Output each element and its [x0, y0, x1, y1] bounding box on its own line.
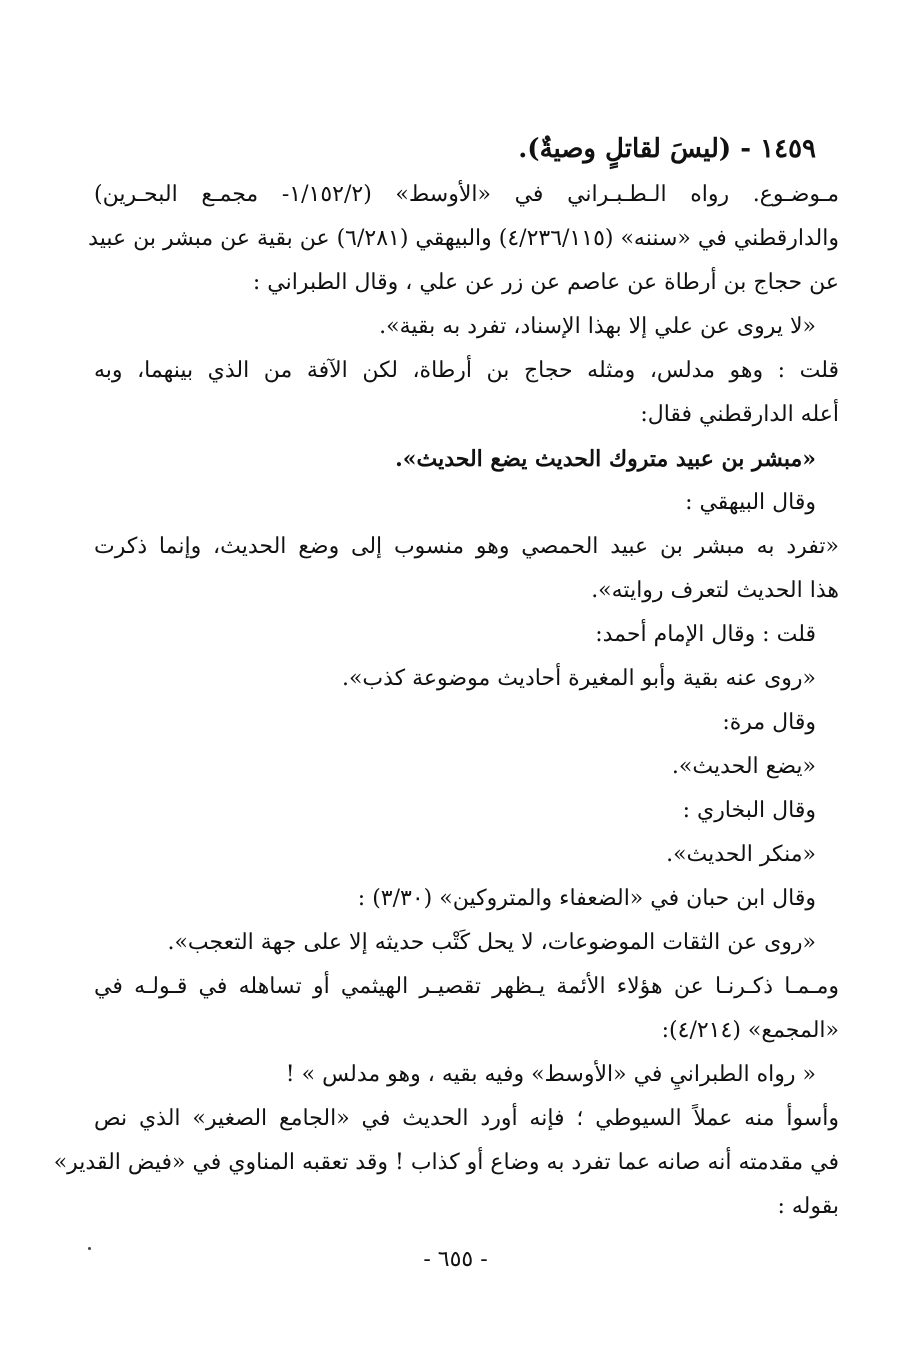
hadith-heading: ١٤٥٩ - (ليسَ لقاتلٍ وصيةٌ).: [518, 134, 816, 164]
text-line-17: وقال ابن حبان في «الضعفاء والمتروكين» (٣/٣٠) :: [357, 886, 816, 911]
text-line-6: أعله الدارقطني فقال:: [640, 402, 839, 427]
text-line-16: «منكر الحديث».: [666, 842, 816, 867]
text-line-20: «المجمع» (٤/٢١٤):: [661, 1018, 839, 1043]
text-line-9: «تفرد به مبشر بن عبيد الحمصي وهو منسوب إلى وضع الحديث، وإنما ذكرت: [94, 534, 839, 559]
page-number: - ٦٥٥ -: [423, 1247, 488, 1272]
text-line-23: في مقدمته أنه صانه عما تفرد به وضاع أو كذاب ! وقد تعقبه المناوي في «فيض القدير»: [53, 1150, 839, 1175]
text-line-11: قلت : وقال الإمام أحمد:: [595, 622, 816, 647]
text-line-1: مـوضـوع. رواه الـطـبـراني في «الأوسط» (١/١٥٢/٢- مجمـع البحـرين): [94, 182, 839, 207]
text-line-18: «روى عن الثقات الموضوعات، لا يحل كَتْب حديثه إلا على جهة التعجب».: [167, 930, 816, 955]
text-line-19: ومـمـا ذكـرنـا عن هؤلاء الأئمة يـظهر تقصيـر الهيثمي أو تساهله في قـولـه في: [94, 974, 839, 999]
text-line-3: عن حجاج بن أرطاة عن عاصم عن زر عن علي ، وقال الطبراني :: [252, 270, 839, 295]
text-line-2: والدارقطني في «سننه» (٤/٢٣٦/١١٥) والبيهقي (٦/٢٨١) عن بقية عن مبشر بن عبيد: [88, 226, 839, 251]
text-line-12: «روى عنه بقية وأبو المغيرة أحاديث موضوعة كذب».: [341, 666, 816, 691]
scan-speck: [88, 1247, 91, 1250]
text-line-14: «يضع الحديث».: [671, 754, 816, 779]
text-line-5: قلت : وهو مدلس، ومثله حجاج بن أرطاة، لكن الآفة من الذي بينهما، وبه: [94, 358, 839, 383]
text-line-10: هذا الحديث لتعرف روايته».: [591, 578, 839, 603]
text-line-7: «مبشر بن عبيد متروك الحديث يضع الحديث».: [395, 446, 816, 472]
text-line-8: وقال البيهقي :: [685, 490, 816, 515]
text-line-21: « رواه الطبرانيِ في «الأوسط» وفيه بقيه ، وهو مدلس » !: [285, 1062, 816, 1087]
text-line-15: وقال البخاري :: [682, 798, 816, 823]
text-line-24: بقوله :: [777, 1194, 839, 1219]
text-line-4: «لا يروى عن علي إلا بهذا الإسناد، تفرد به بقية».: [379, 314, 816, 339]
text-line-22: وأسوأ منه عملاً السيوطي ؛ فإنه أورد الحديث في «الجامع الصغير» الذي نص: [94, 1106, 839, 1131]
text-line-13: وقال مرة:: [722, 710, 816, 735]
